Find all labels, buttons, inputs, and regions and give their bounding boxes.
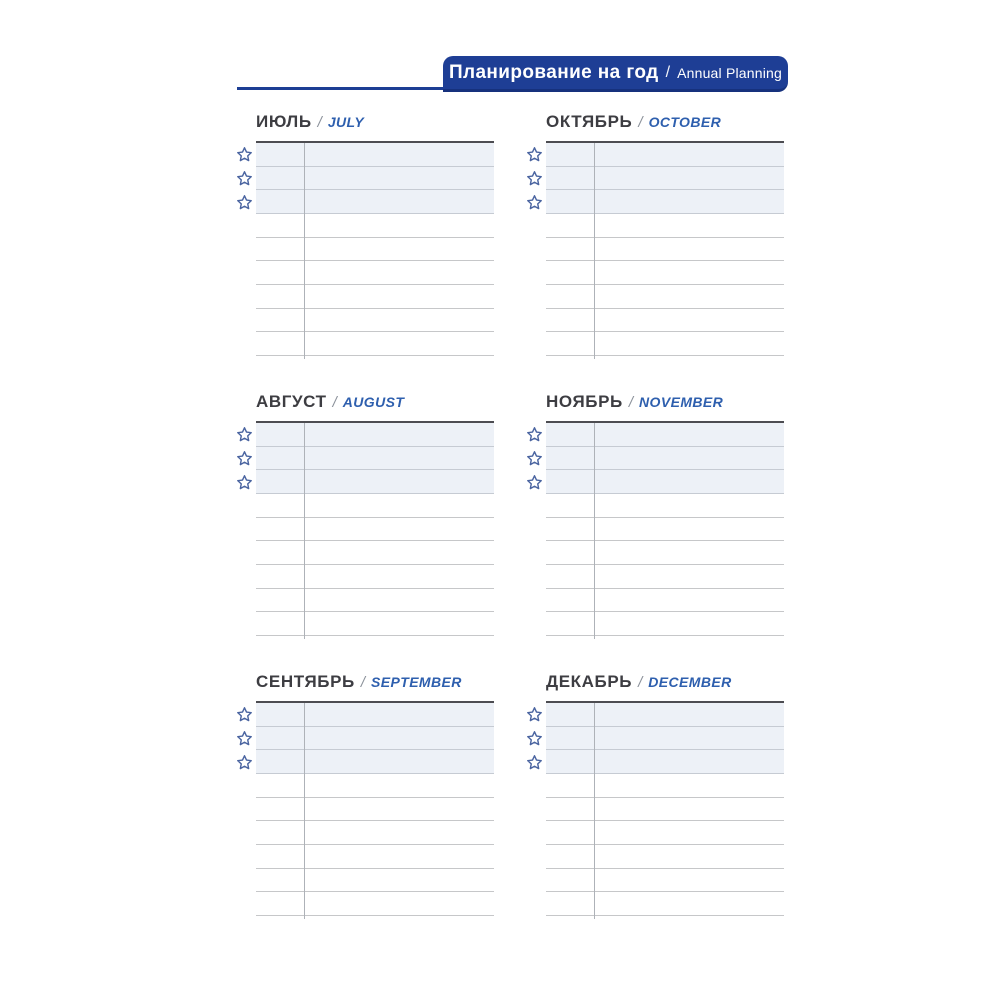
- month-table: [546, 701, 784, 916]
- page-title-separator: /: [665, 63, 671, 81]
- month-name-en: JULY: [327, 114, 365, 130]
- plan-row: [546, 589, 784, 613]
- star-slot: [522, 470, 546, 494]
- plan-row-starred: [546, 423, 784, 447]
- plan-row-starred: [256, 423, 494, 447]
- star-icon: [236, 730, 253, 747]
- month-name-ru: ДЕКАБРЬ: [546, 672, 633, 691]
- star-icon: [236, 706, 253, 723]
- plan-row: [546, 332, 784, 356]
- star-column: [522, 701, 546, 916]
- month-name-separator: /: [360, 674, 366, 691]
- star-slot: [522, 143, 546, 167]
- plan-row-starred: [256, 470, 494, 494]
- star-column: [522, 421, 546, 636]
- star-icon: [236, 170, 253, 187]
- plan-row: [256, 845, 494, 869]
- month-name-separator: /: [638, 114, 643, 131]
- plan-row: [546, 285, 784, 309]
- plan-row-starred: [256, 447, 494, 471]
- plan-row-starred: [546, 727, 784, 751]
- month-title: [546, 672, 786, 694]
- plan-row: [256, 869, 494, 893]
- star-slot: [232, 447, 256, 471]
- star-slot: [522, 727, 546, 751]
- star-icon: [236, 426, 253, 443]
- month-section-september: [232, 672, 496, 916]
- plan-row: [546, 238, 784, 262]
- star-slot: [522, 703, 546, 727]
- month-name-en: AUGUST: [342, 394, 405, 410]
- plan-row: [546, 518, 784, 542]
- month-name-ru: ИЮЛЬ: [256, 112, 312, 131]
- month-section-october: [522, 112, 786, 356]
- star-slot: [522, 167, 546, 191]
- month-name-ru: ОКТЯБРЬ: [546, 112, 633, 131]
- plan-row: [546, 309, 784, 333]
- star-icon: [236, 194, 253, 211]
- plan-row: [546, 541, 784, 565]
- star-slot: [232, 190, 256, 214]
- star-slot: [522, 190, 546, 214]
- page-title-ru: Планирование на год: [448, 61, 659, 83]
- plan-row: [256, 238, 494, 262]
- star-icon: [526, 706, 543, 723]
- star-column: [232, 141, 256, 356]
- plan-row-starred: [546, 703, 784, 727]
- star-slot: [522, 750, 546, 774]
- plan-row-starred: [256, 143, 494, 167]
- star-column: [232, 701, 256, 916]
- plan-row-starred: [256, 750, 494, 774]
- plan-row: [256, 892, 494, 916]
- month-name-separator: /: [317, 114, 322, 131]
- star-icon: [236, 754, 253, 771]
- plan-row-starred: [546, 190, 784, 214]
- star-icon: [236, 146, 253, 163]
- plan-row: [256, 612, 494, 636]
- star-slot: [232, 167, 256, 191]
- plan-row: [546, 821, 784, 845]
- month-title: [546, 112, 786, 134]
- month-name-ru: СЕНТЯБРЬ: [256, 672, 355, 691]
- page-title-badge: [443, 56, 788, 92]
- plan-row: [256, 309, 494, 333]
- plan-row: [256, 494, 494, 518]
- star-icon: [236, 450, 253, 467]
- month-table: [256, 421, 494, 636]
- star-column: [522, 141, 546, 356]
- month-table: [546, 421, 784, 636]
- plan-row-starred: [546, 447, 784, 471]
- month-name-en: OCTOBER: [648, 114, 722, 130]
- star-slot: [232, 750, 256, 774]
- plan-row: [256, 214, 494, 238]
- plan-row: [256, 285, 494, 309]
- star-slot: [232, 703, 256, 727]
- month-name-separator: /: [638, 674, 643, 691]
- plan-row-starred: [256, 727, 494, 751]
- star-column: [232, 421, 256, 636]
- star-slot: [232, 423, 256, 447]
- month-section-july: [232, 112, 496, 356]
- plan-row: [256, 821, 494, 845]
- star-icon: [236, 474, 253, 491]
- month-section-august: [232, 392, 496, 636]
- star-icon: [526, 754, 543, 771]
- plan-row-starred: [546, 750, 784, 774]
- plan-row: [546, 612, 784, 636]
- plan-row: [546, 892, 784, 916]
- star-slot: [232, 727, 256, 751]
- star-icon: [526, 146, 543, 163]
- star-icon: [526, 474, 543, 491]
- plan-row: [256, 261, 494, 285]
- plan-row: [546, 869, 784, 893]
- month-table: [256, 701, 494, 916]
- plan-row-starred: [546, 143, 784, 167]
- month-title: [256, 392, 496, 414]
- month-table: [256, 141, 494, 356]
- plan-row: [546, 261, 784, 285]
- plan-row-starred: [546, 470, 784, 494]
- star-slot: [232, 470, 256, 494]
- plan-row: [256, 774, 494, 798]
- month-name-ru: НОЯБРЬ: [546, 392, 623, 411]
- month-title: [256, 112, 496, 134]
- plan-row-starred: [256, 703, 494, 727]
- plan-row: [256, 565, 494, 589]
- month-name-ru: АВГУСТ: [256, 392, 327, 411]
- plan-row: [546, 565, 784, 589]
- star-slot: [232, 143, 256, 167]
- star-icon: [526, 170, 543, 187]
- month-table: [546, 141, 784, 356]
- star-slot: [522, 423, 546, 447]
- star-icon: [526, 450, 543, 467]
- plan-row: [256, 541, 494, 565]
- plan-row: [256, 798, 494, 822]
- plan-row: [256, 518, 494, 542]
- month-section-november: [522, 392, 786, 636]
- month-name-separator: /: [628, 394, 634, 411]
- month-name-en: NOVEMBER: [639, 394, 724, 410]
- star-slot: [522, 447, 546, 471]
- month-name-en: DECEMBER: [648, 674, 732, 690]
- page-title-en: Annual Planning: [677, 64, 783, 81]
- plan-row: [546, 798, 784, 822]
- plan-row: [546, 774, 784, 798]
- plan-row: [256, 589, 494, 613]
- plan-row: [546, 845, 784, 869]
- star-icon: [526, 730, 543, 747]
- month-title: [546, 392, 786, 414]
- plan-row: [546, 214, 784, 238]
- plan-row: [256, 332, 494, 356]
- star-icon: [526, 426, 543, 443]
- plan-row-starred: [256, 190, 494, 214]
- star-icon: [526, 194, 543, 211]
- month-name-separator: /: [332, 394, 337, 411]
- plan-row-starred: [546, 167, 784, 191]
- header-underline: [237, 87, 444, 90]
- plan-row: [546, 494, 784, 518]
- month-section-december: [522, 672, 786, 916]
- month-name-en: SEPTEMBER: [371, 674, 462, 690]
- plan-row-starred: [256, 167, 494, 191]
- month-title: [256, 672, 496, 694]
